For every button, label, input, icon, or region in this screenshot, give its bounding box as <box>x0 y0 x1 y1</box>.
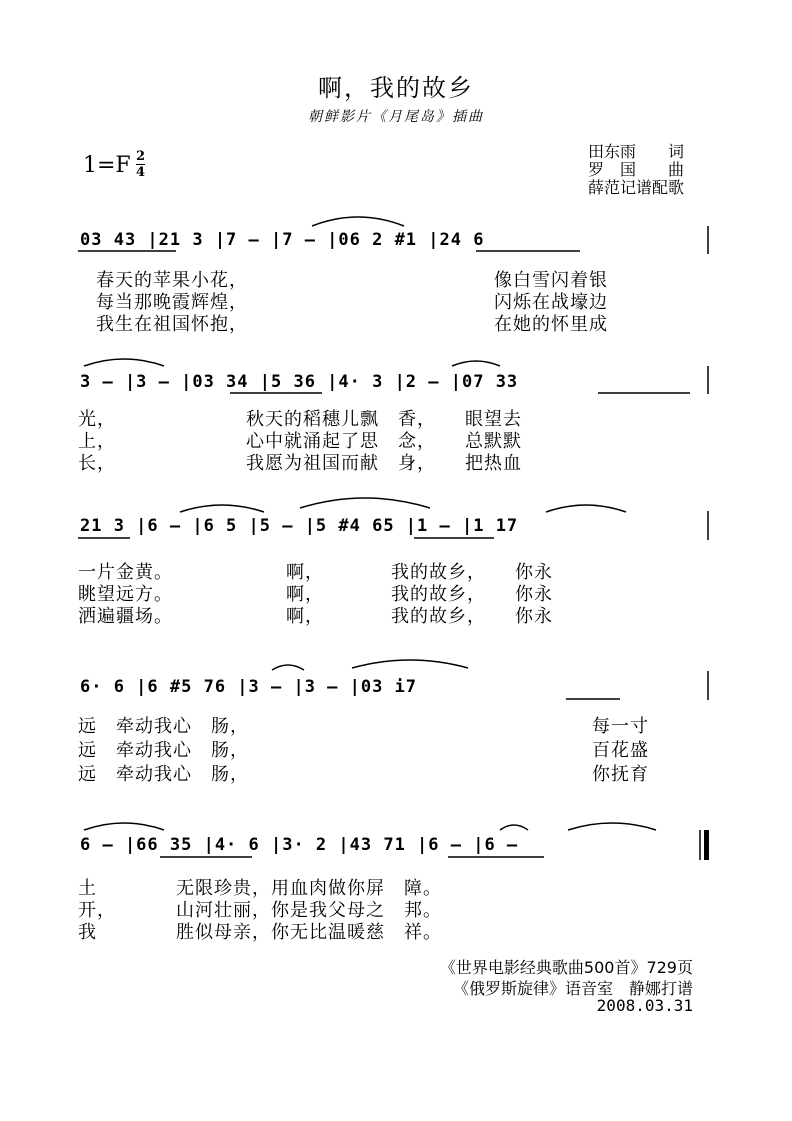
system-3-lyric2-verse-3: 啊， 我的故乡， 你永 <box>286 606 553 627</box>
system-5-lyric-verse-1: 土 <box>78 878 97 899</box>
slur <box>546 505 626 512</box>
system-3-notes: 21 3 |6 – |6 5 |5 – |5 #4 65 |1 – |1 17 <box>80 516 519 536</box>
slur <box>84 359 164 366</box>
slur <box>452 361 500 366</box>
system-2-notes: 3 – |3 – |03 34 |5 36 |4· 3 |2 – |07 33 <box>80 372 519 392</box>
system-4-lyric2-verse-1: 每一寸 <box>592 716 649 737</box>
system-4-notes: 6· 6 |6 #5 76 |3 – |3 – |03 i7 <box>80 677 418 697</box>
meter-numerator: 2 <box>136 149 146 164</box>
system-3-lyric-verse-3: 洒遍疆场。 <box>78 606 173 627</box>
system-3-lyric2-verse-2: 啊， 我的故乡， 你永 <box>286 584 553 605</box>
slur <box>312 217 404 226</box>
system-4-lyric-verse-1: 远 牵动我心 肠， <box>78 716 249 737</box>
transcriber-credit: 薛范记谱配歌 <box>588 178 685 197</box>
system-2-lyric-verse-1: 光， <box>78 409 116 430</box>
system-3-lyric2-verse-1: 啊， 我的故乡， 你永 <box>286 562 553 583</box>
system-5-lyric2-verse-2: 山河壮丽，你是我父母之 邦。 <box>176 900 442 921</box>
source-date: 2008.03.31 <box>596 996 693 1015</box>
system-4-lyric2-verse-3: 你抚育 <box>592 764 649 785</box>
source-book: 《世界电影经典歌曲500首》729页 <box>439 958 693 977</box>
slur <box>352 660 468 668</box>
system-5-lyric-verse-3: 我 <box>78 922 97 943</box>
system-1-notes: 03 43 |21 3 |7 – |7 – |06 2 #1 |24 6 <box>80 230 485 250</box>
system-1-lyric-verse-3: 我生在祖国怀抱， <box>96 314 248 335</box>
system-5-lyric2-verse-1: 无限珍贵，用血肉做你屏 障。 <box>176 878 442 899</box>
system-4-lyric2-verse-2: 百花盛 <box>592 740 649 761</box>
source-typist: 《俄罗斯旋律》语音室 静娜打谱 <box>452 979 693 998</box>
system-4-lyric-verse-3: 远 牵动我心 肠， <box>78 764 249 785</box>
system-3-lyric-verse-2: 眺望远方。 <box>78 584 173 605</box>
key-signature: 1=F <box>83 153 131 178</box>
slur <box>500 825 528 830</box>
system-2-lyric-verse-2: 上， <box>78 431 116 452</box>
slur <box>180 505 264 512</box>
system-5-lyric2-verse-3: 胜似母亲，你无比温暖慈 祥。 <box>176 922 442 943</box>
song-subtitle: 朝鲜影片《月尾岛》插曲 <box>308 109 484 125</box>
slur <box>84 823 164 830</box>
song-title: 啊，我的故乡 <box>318 74 474 102</box>
slur <box>568 823 656 830</box>
meter-denominator: 4 <box>136 165 146 180</box>
system-2-lyric2-verse-2: 心中就涌起了思 念， 总默默 <box>246 431 522 452</box>
lyricist-credit: 田东雨 词 <box>588 142 685 161</box>
system-1-lyric2-verse-2: 闪烁在战壕边 <box>494 292 608 313</box>
slur <box>300 498 430 508</box>
system-1-lyric-verse-2: 每当那晚霞辉煌， <box>96 292 248 313</box>
system-5-notes: 6 – |66 35 |4· 6 |3· 2 |43 71 |6 – |6 – <box>80 835 519 855</box>
system-1-lyric2-verse-3: 在她的怀里成 <box>494 314 608 335</box>
system-5-lyric-verse-2: 开， <box>78 900 116 921</box>
system-2-lyric2-verse-3: 我愿为祖国而献 身， 把热血 <box>246 453 522 474</box>
system-3-lyric-verse-1: 一片金黄。 <box>78 562 173 583</box>
system-2-lyric2-verse-1: 秋天的稻穗儿飘 香， 眼望去 <box>246 409 522 430</box>
system-4-lyric-verse-2: 远 牵动我心 肠， <box>78 740 249 761</box>
system-2-lyric-verse-3: 长， <box>78 453 116 474</box>
system-1-lyric2-verse-1: 像白雪闪着银 <box>494 270 608 291</box>
composer-credit: 罗 国 曲 <box>588 160 685 179</box>
final-barline-thick <box>704 830 709 860</box>
system-1-lyric-verse-1: 春天的苹果小花， <box>96 270 248 291</box>
slur <box>272 665 304 670</box>
